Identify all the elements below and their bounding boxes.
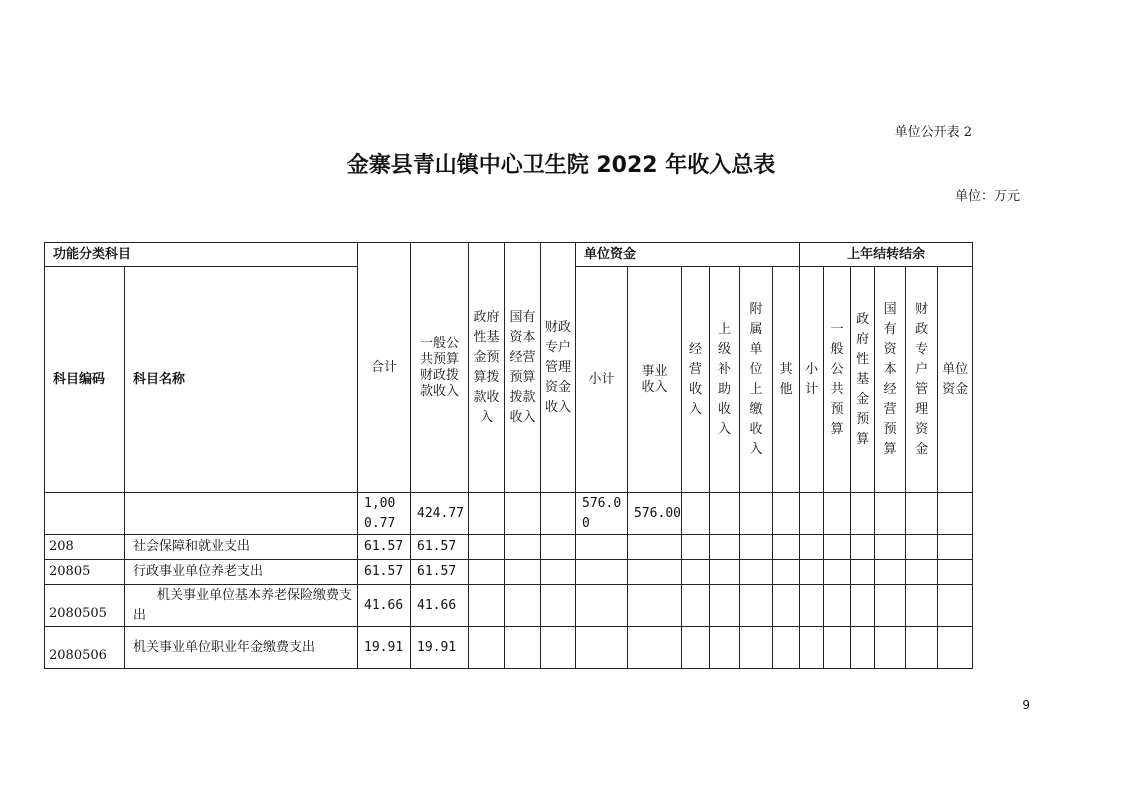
cell-name: 机关事业单位职业年金缴费支出: [125, 627, 358, 669]
table-row: [45, 535, 973, 560]
col-carryover-state-capital: 国有资本经营预算: [875, 267, 906, 493]
carryover-header: 上年结转结余: [800, 243, 973, 267]
cell-unit-subtotal: [576, 560, 628, 585]
cell-operating-income: [682, 493, 710, 535]
cell-general-budget: 41.66: [411, 585, 469, 627]
cell-general-budget: 61.57: [411, 535, 469, 560]
cell-superior-subsidy: [710, 493, 740, 535]
cell-unit-subtotal: [576, 585, 628, 627]
cell-co-general: [824, 585, 851, 627]
cell-total: 41.66: [358, 585, 411, 627]
col-carryover-subtotal: 小计: [800, 267, 824, 493]
cell-unit-subtotal: [576, 535, 628, 560]
cell-co-subtotal: [800, 535, 824, 560]
cell-co-special: [906, 535, 938, 560]
cell-code: 20805: [45, 560, 125, 585]
cell-gov-fund: [469, 627, 505, 669]
cell-affiliate-income: [740, 493, 773, 535]
col-affiliate-income: 附属单位上缴收入: [740, 267, 773, 493]
cell-business-income: [628, 627, 682, 669]
col-business-income: 事业收入: [628, 267, 682, 493]
cell-superior-subsidy: [710, 627, 740, 669]
cell-code: 208: [45, 535, 125, 560]
cell-co-unit-funds: [938, 535, 973, 560]
unit-label: 单位：万元: [954, 189, 1020, 204]
cell-co-general: [824, 493, 851, 535]
cell-special-fund: [541, 535, 576, 560]
cell-total: 61.57: [358, 535, 411, 560]
cell-state-capital: [505, 560, 541, 585]
cell-co-state-capital: [875, 560, 906, 585]
page-number: 9: [1022, 698, 1030, 712]
cell-special-fund: [541, 493, 576, 535]
col-superior-subsidy: 上级补助收入: [710, 267, 740, 493]
cell-co-state-capital: [875, 535, 906, 560]
col-general-budget: 一般公共预算财政拨款收入: [411, 243, 469, 493]
col-carryover-gov-fund: 政府性基金预算: [851, 267, 875, 493]
cell-special-fund: [541, 585, 576, 627]
cell-total: 61.57: [358, 560, 411, 585]
cell-operating-income: [682, 585, 710, 627]
cell-state-capital: [505, 627, 541, 669]
table-row: [45, 627, 973, 669]
col-carryover-general: 一般公共预算: [824, 267, 851, 493]
cell-co-general: [824, 535, 851, 560]
cell-co-gov-fund: [851, 627, 875, 669]
form-number: 单位公开表 2: [894, 125, 972, 140]
cell-business-income: [628, 585, 682, 627]
cell-co-gov-fund: [851, 560, 875, 585]
cell-state-capital: [505, 585, 541, 627]
cell-gov-fund: [469, 535, 505, 560]
cell-state-capital: [505, 535, 541, 560]
cell-other: [773, 535, 800, 560]
table-row: [45, 585, 973, 627]
table-row: [45, 493, 973, 535]
col-other: 其他: [773, 267, 800, 493]
cell-co-unit-funds: [938, 627, 973, 669]
col-name: 科目名称: [125, 267, 358, 493]
cell-co-gov-fund: [851, 493, 875, 535]
cell-co-gov-fund: [851, 535, 875, 560]
cell-name: 机关事业单位基本养老保险缴费支出: [125, 585, 358, 627]
cell-code: 2080505: [45, 585, 125, 627]
cell-gov-fund: [469, 493, 505, 535]
cell-co-subtotal: [800, 585, 824, 627]
cell-other: [773, 585, 800, 627]
income-summary-table: [44, 242, 973, 669]
cell-business-income: 576.00: [628, 493, 682, 535]
cell-co-state-capital: [875, 627, 906, 669]
cell-business-income: [628, 535, 682, 560]
cell-co-state-capital: [875, 585, 906, 627]
cell-code: 2080506: [45, 627, 125, 669]
page-title: 金寨县青山镇中心卫生院 2022 年收入总表: [346, 153, 776, 178]
cell-name: 社会保障和就业支出: [125, 535, 358, 560]
cell-co-general: [824, 627, 851, 669]
col-state-capital: 国有资本经营预算拨款收入: [505, 243, 541, 493]
cell-co-general: [824, 560, 851, 585]
table-row: [45, 560, 973, 585]
cell-business-income: [628, 560, 682, 585]
function-category-header: 功能分类科目: [45, 243, 358, 267]
cell-co-special: [906, 493, 938, 535]
cell-operating-income: [682, 627, 710, 669]
cell-co-gov-fund: [851, 585, 875, 627]
cell-co-unit-funds: [938, 493, 973, 535]
cell-co-unit-funds: [938, 560, 973, 585]
cell-name: 行政事业单位养老支出: [125, 560, 358, 585]
cell-name: [125, 493, 358, 535]
cell-co-unit-funds: [938, 585, 973, 627]
cell-superior-subsidy: [710, 585, 740, 627]
cell-total: 19.91: [358, 627, 411, 669]
cell-unit-subtotal: [576, 627, 628, 669]
cell-code: [45, 493, 125, 535]
cell-state-capital: [505, 493, 541, 535]
cell-special-fund: [541, 627, 576, 669]
cell-co-state-capital: [875, 493, 906, 535]
cell-co-subtotal: [800, 560, 824, 585]
cell-co-special: [906, 560, 938, 585]
cell-total: 1,000.77: [358, 493, 411, 535]
cell-special-fund: [541, 560, 576, 585]
unit-funds-header: 单位资金: [576, 243, 800, 267]
cell-superior-subsidy: [710, 535, 740, 560]
col-carryover-special: 财政专户管理资金: [906, 267, 938, 493]
cell-affiliate-income: [740, 585, 773, 627]
cell-affiliate-income: [740, 560, 773, 585]
cell-other: [773, 627, 800, 669]
cell-co-special: [906, 585, 938, 627]
cell-other: [773, 493, 800, 535]
cell-affiliate-income: [740, 627, 773, 669]
col-code: 科目编码: [45, 267, 125, 493]
cell-superior-subsidy: [710, 560, 740, 585]
header-row-1: [45, 243, 973, 267]
cell-co-subtotal: [800, 493, 824, 535]
col-total: 合计: [358, 243, 411, 493]
cell-co-subtotal: [800, 627, 824, 669]
cell-affiliate-income: [740, 535, 773, 560]
col-special-fund: 财政专户管理资金收入: [541, 243, 576, 493]
cell-general-budget: 19.91: [411, 627, 469, 669]
cell-unit-subtotal: 576.00: [576, 493, 628, 535]
cell-general-budget: 61.57: [411, 560, 469, 585]
cell-gov-fund: [469, 560, 505, 585]
col-gov-fund: 政府性基金预算拨款收入: [469, 243, 505, 493]
col-unit-subtotal: 小计: [576, 267, 628, 493]
cell-operating-income: [682, 535, 710, 560]
cell-operating-income: [682, 560, 710, 585]
col-carryover-unit-funds: 单位资金: [938, 267, 973, 493]
cell-other: [773, 560, 800, 585]
col-operating-income: 经营收入: [682, 267, 710, 493]
cell-co-special: [906, 627, 938, 669]
cell-general-budget: 424.77: [411, 493, 469, 535]
cell-gov-fund: [469, 585, 505, 627]
